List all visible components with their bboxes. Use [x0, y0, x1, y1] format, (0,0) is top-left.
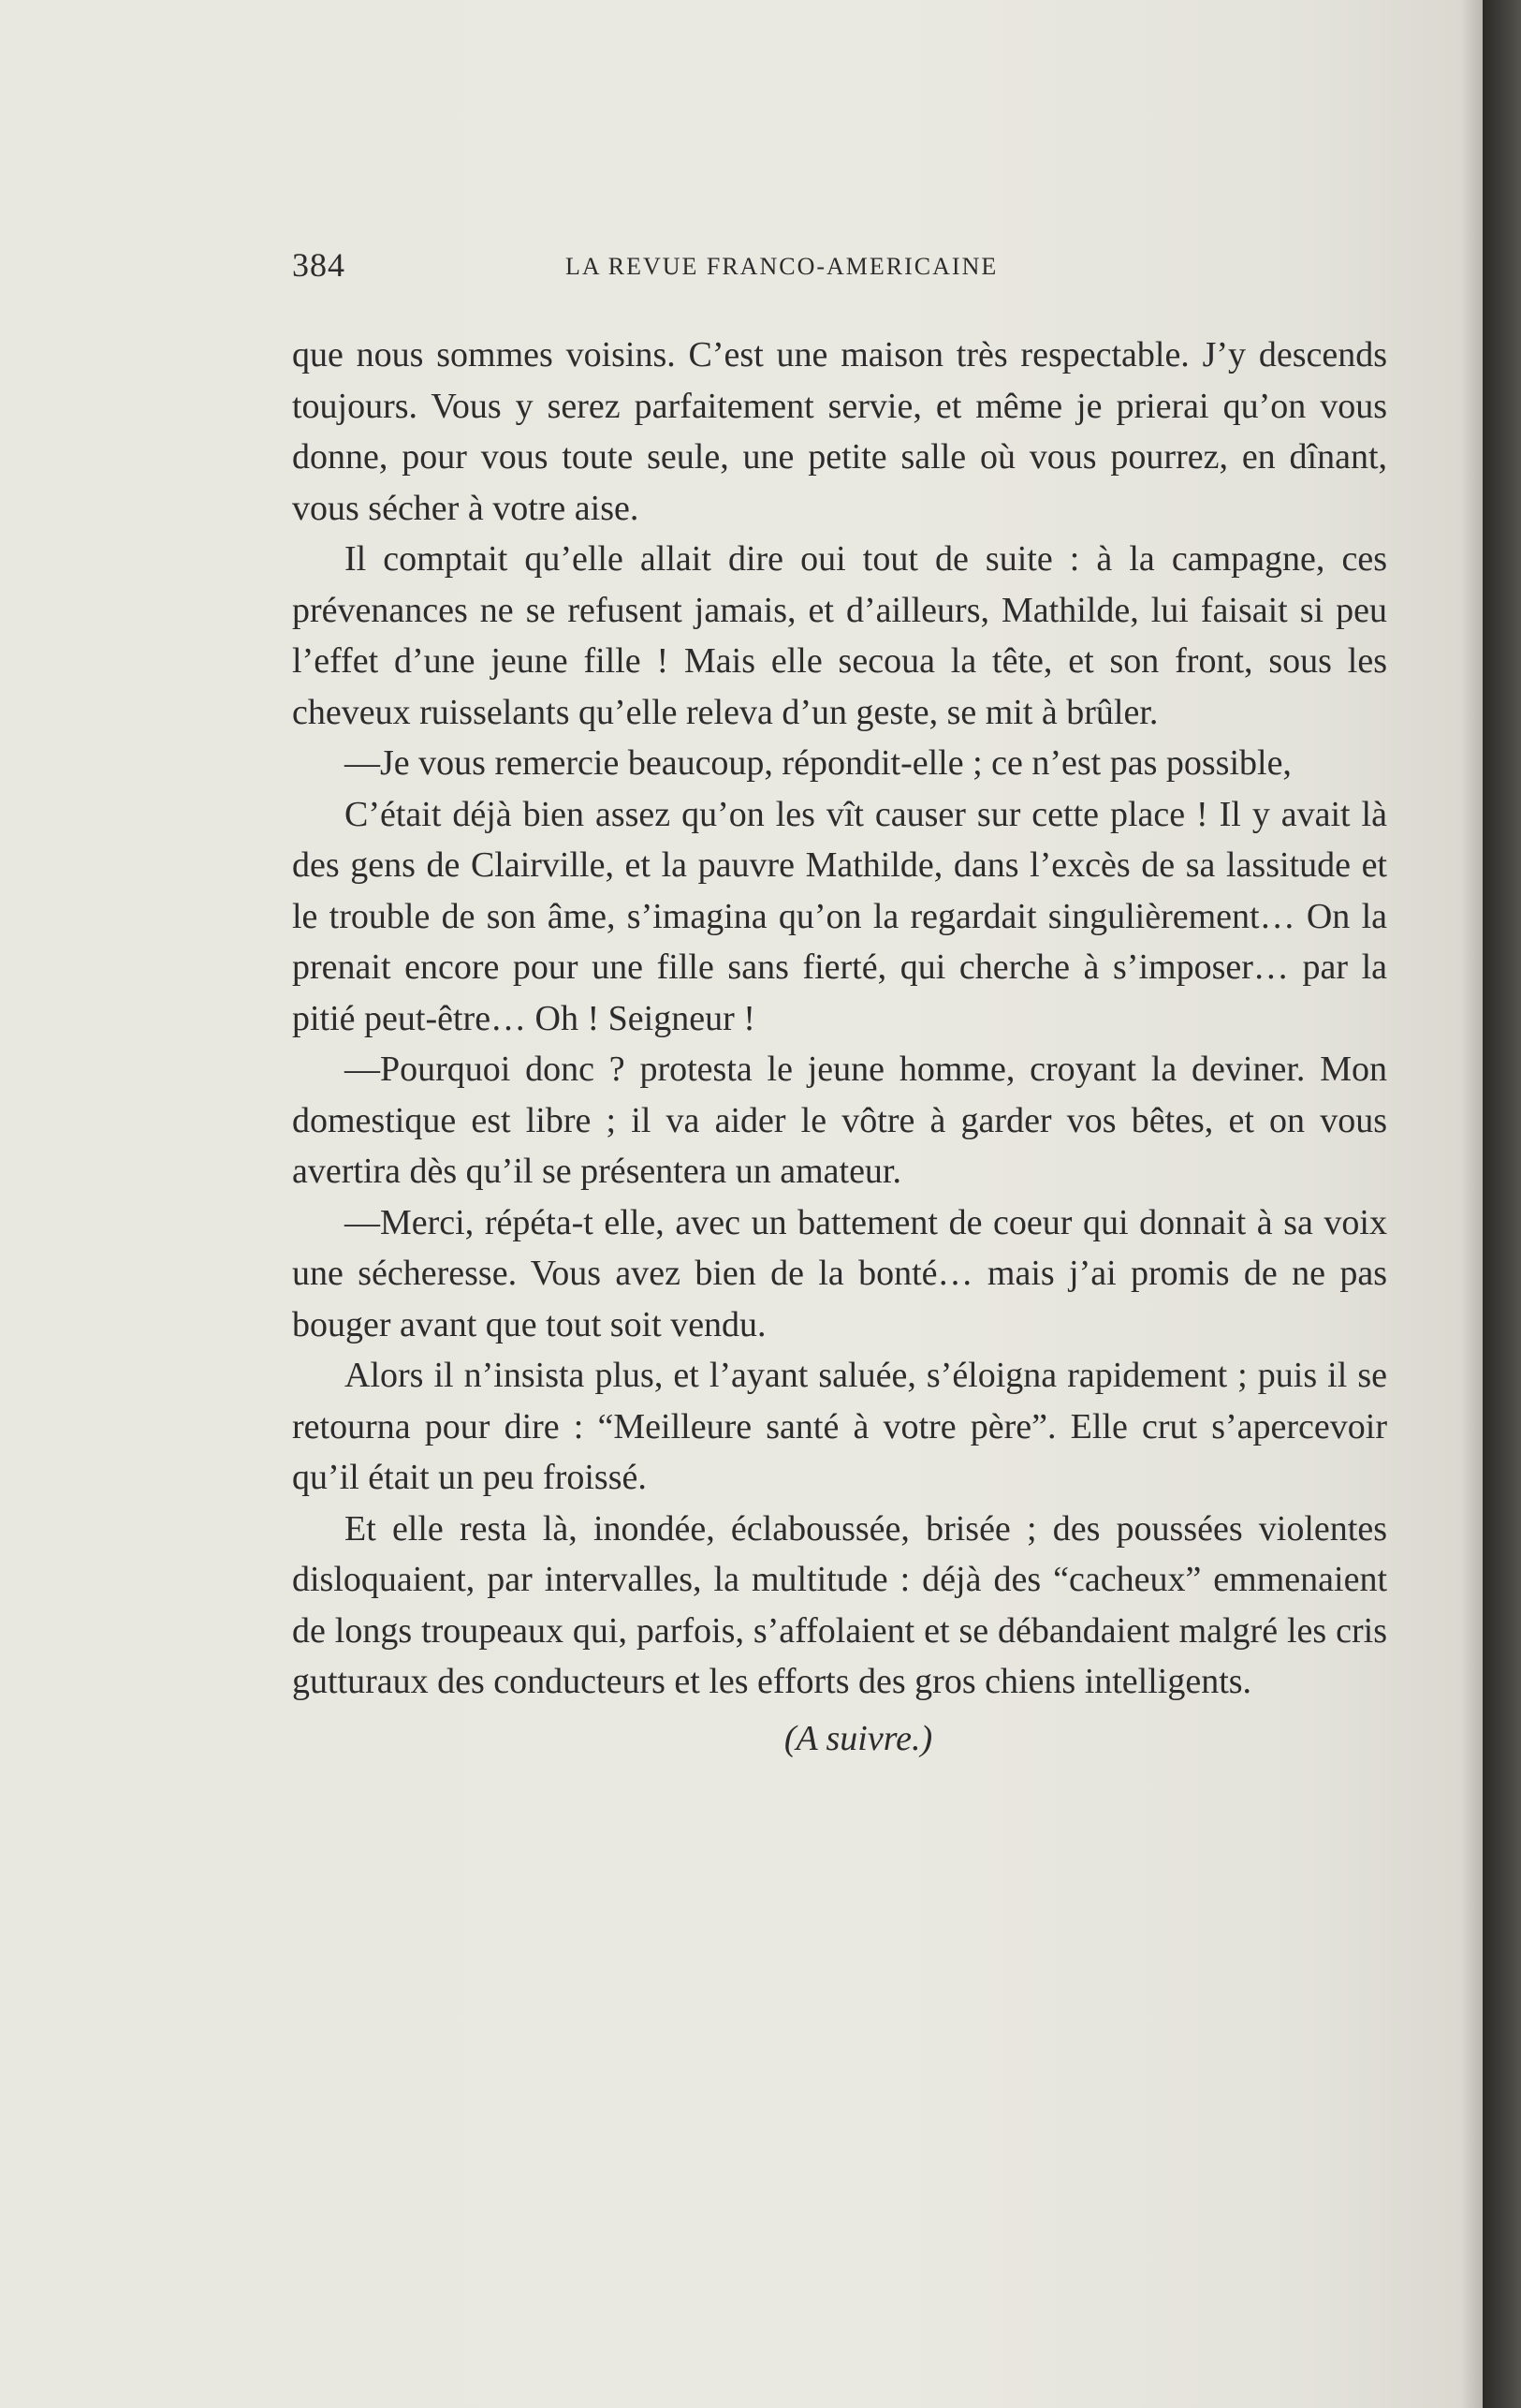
running-header	[292, 245, 1397, 290]
paragraph: Et elle resta là, inondée, éclaboussée, brisée ; des poussées violentes disloquaient, par intervalles, la multitude : déjà des “cacheux” emmenaient de longs troupeaux qui, parfois, s’affolaient et se débandaient malgré les cris gutturaux des conducteurs et les efforts des gros chiens intelligents.	[292, 1508, 1387, 1701]
paragraph: —Merci, répéta-t elle, avec un battement de coeur qui donnait à sa voix une sécheresse. Vous avez bien de la bonté… mais j’ai promis de ne pas bouger avant que tout soit vendu.	[292, 1202, 1387, 1344]
paragraph: que nous sommes voisins. C’est une maison très respectable. J’y descends toujours. Vous y serez parfaitement servie, et même je prierai qu’on vous donne, pour vous toute seule, une petite salle où vous pourrez, en dînant, vous sécher à votre aise.	[292, 335, 1387, 528]
article-body	[292, 330, 1387, 1764]
journal-title: LA REVUE FRANCO-AMERICAINE	[565, 253, 999, 280]
to-be-continued: (A suivre.)	[783, 1718, 933, 1758]
paragraph: Il comptait qu’elle allait dire oui tout de suite : à la campagne, ces prévenances ne se refusent jamais, et d’ailleurs, Mathilde, lui faisait si peu l’effet d’une jeune fille ! Mais elle secoua la tête, et son front, sous les cheveux ruisselants qu’elle releva d’un geste, se mit à brûler.	[292, 539, 1387, 732]
paragraph: Alors il n’insista plus, et l’ayant saluée, s’éloigna rapidement ; puis il se retourna pour dire : “Meilleure santé à votre père”. Elle crut s’apercevoir qu’il était un peu froissé.	[292, 1356, 1387, 1497]
page-gutter-shadow	[1460, 0, 1483, 2408]
page-number: 384	[292, 246, 345, 284]
paragraph: —Je vous remercie beaucoup, répondit-elle ; ce n’est pas possible,	[344, 743, 1292, 783]
paragraph: C’était déjà bien assez qu’on les vît causer sur cette place ! Il y avait là des gens de Clairville, et la pauvre Mathilde, dans l’excès de sa lassitude et le trouble de son âme, s’imagina qu’on la regardait singulièrement… On la prenait encore pour une fille sans fierté, qui cherche à s’imposer… par la pitié peut-être… Oh ! Seigneur !	[292, 794, 1387, 1038]
book-binding-edge	[1483, 0, 1521, 2408]
paragraph: —Pourquoi donc ? protesta le jeune homme, croyant la deviner. Mon domestique est libre ; il va aider le vôtre à garder vos bêtes, et on vous avertira dès qu’il se présentera un amateur.	[292, 1050, 1387, 1191]
